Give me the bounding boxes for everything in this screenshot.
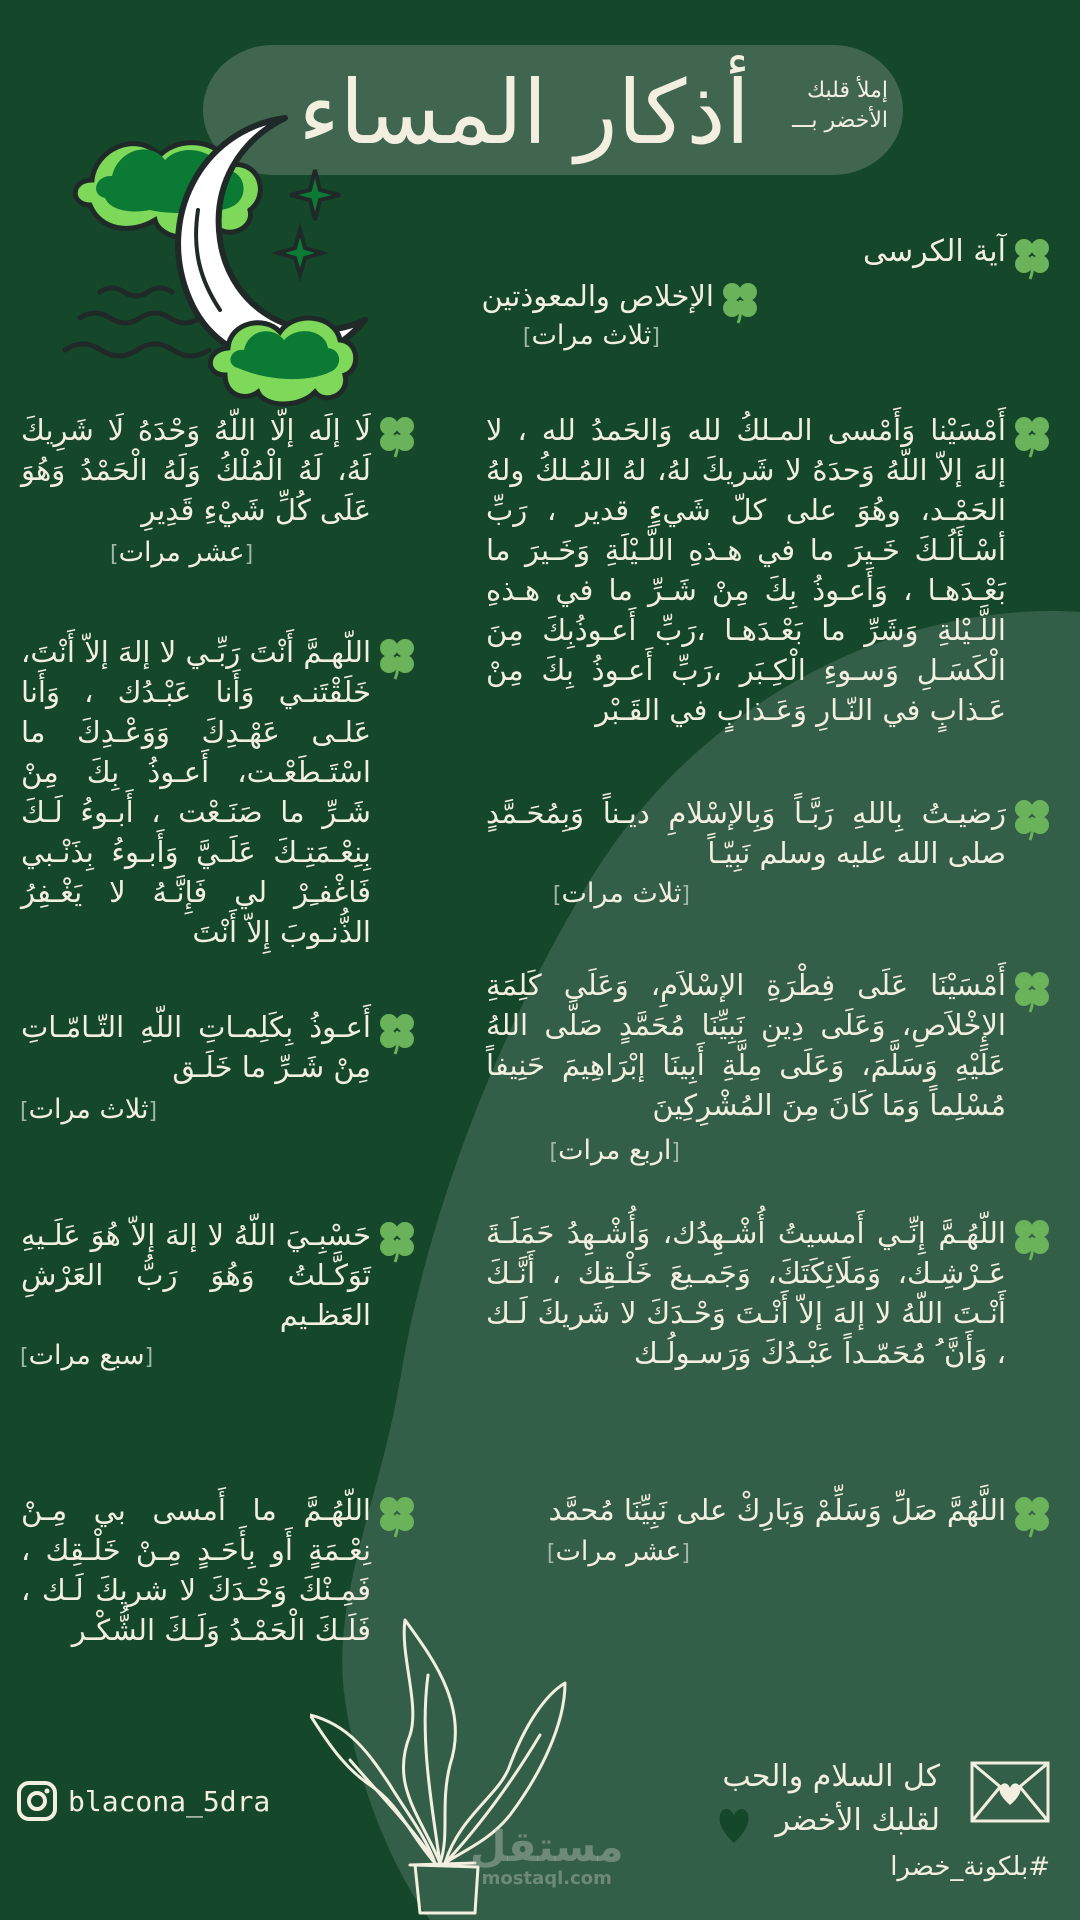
intro-item-ayat-kursi [863,232,1052,280]
page-title: أذكار المساء [298,61,750,164]
clover-icon [377,636,417,680]
item-text: لَا إلَه إلّا اللّهُ وَحْدَهُ لَا شَرِيكَ لَهُ، لَهُ الْمُلْكُ وَلَهُ الْحَمْدُ وَهُوَ عَلَى كُلِّ شَيْءِ قَدِيرِ [21,413,371,527]
repeat-count: [اربع مرات] [549,1135,680,1166]
closing-line-2: لقلبك الأخضر [775,1803,940,1838]
count-text: اربع مرات [558,1135,672,1166]
instagram-handle: blacona_5dra [68,1784,271,1818]
tagline-line-2: الأخضر بـــ [792,108,888,133]
clover-icon [377,1219,417,1263]
hashtag[interactable]: #بلكونة_خضرا [890,1852,1050,1882]
dhikr-left-5 [12,1490,417,1650]
watermark [470,1822,624,1889]
clover-icon [720,280,760,324]
watermark-arabic: مستقل [470,1822,624,1871]
clover-icon [377,1011,417,1055]
dhikr-right-3 [472,965,1052,1125]
instagram-link[interactable] [16,1780,270,1822]
dhikr-left-3 [12,1007,417,1087]
clover-icon [1012,797,1052,841]
item-text: أَعـوذُ بِكَلِمـاتِ اللّهِ التّـامّـاتِ مِنْ شَـرِّ ما خَلَـق [21,1010,371,1084]
repeat-count: [عشر مرات] [546,1536,690,1567]
clover-icon [1012,1217,1052,1261]
clover-icon [377,414,417,458]
item-text: اللَّهُمَّ صَلِّ وَسَلِّمْ وَبَارِكْ على نَبِيِّنَا مُحمَّد [548,1493,1006,1527]
clover-icon [1012,969,1052,1013]
count-text: ثلاث مرات [531,320,652,351]
dhikr-right-5 [472,1490,1052,1538]
dhikr-left-1 [12,410,417,530]
item-text: اللّهـمَّ أَنْتَ رَبِّـي لا إلهَ إلاّ أَنْتَ، خَلَقْتَنـي وَأَنا عَبْـدُك ، وَأَنا عَلـى عَهْـدِكَ وَوَعْـدِكَ ما اسْتَـطَعْـت، أَعـوذُ بِكَ مِنْ شَـرِّ ما صَنَـعْت ، أَبـوءُ لَـكَ بِنِعْـمَتِـكَ عَلَـيَّ وَأَبـوءُ بِذَنْـبي فَاغْفـِرْ لي فَإِنَّـهُ لا يَغْـفِرُ الذُّنـوبَ إِلاّ أَنْتَ [21,635,371,949]
dhikr-right-4 [472,1213,1052,1373]
count-text: سبع مرات [28,1340,145,1371]
heart-icon [718,1805,750,1845]
dhikr-left-4 [12,1215,417,1335]
item-text: آية الكرسى [862,234,1006,269]
watermark-url: mostaql.com [481,1868,612,1889]
repeat-count: [ثلاث مرات] [552,878,690,909]
item-text: اللّهُـمَّ إِنِّـي أَمسيتُ أُشْـهِدُك، وَأُشْـهِدُ حَمَلَـةَ عَـرْشِـك، وَمَلَائِكَتَكَ، وَجَمـيعَ خَلْـقِك ، أَنَّـكَ أَنْـتَ اللّهُ لا إلهَ إلاّ أَنْـتَ وَحْـدَكَ لا شَريكَ لَـك ، وَأَنَّ ُ مُحَمّـداً عَبْـدُكَ وَرَسـولُـك [486,1216,1006,1370]
dhikr-left-2 [12,632,417,952]
clover-icon [1012,236,1052,280]
count-text: ثلاث مرات [28,1094,149,1125]
item-text: حَسْبِـيَ اللّهُ لا إلهَ إلاّ هُوَ عَلَـيهِ تَوَكَّـلتُ وَهُوَ رَبُّ العَرْشِ العَظـيم [21,1218,371,1332]
tagline [792,76,888,136]
repeat-count: [سبع مرات] [20,1340,154,1371]
intro-item-ikhlas [481,276,760,324]
closing-message [722,1755,940,1843]
item-text: اللّهُـمَّ ما أَمسى بي مِـنْ نِعْـمَةٍ أَو بِأَحَـدٍ مِـنْ خَلْـقِك ، فَمِـنْكَ وَحْـدَكَ لا شريكَ لَـك ، فَلَـكَ الْحَمْـدُ وَلَـكَ الشُّكْـر [21,1493,371,1647]
item-text: أَمْسَيْنا وَأَمْسى المـلكُ لله وَالحَمدُ لله ، لا إلهَ إلاّ اللّهُ وَحدَهُ لا شَريكَ لهُ، لهُ المُـلكُ ولهُ الحَمْـد، وهُوَ على كلّ شَيءٍ قدير ، رَبِّ أسْـأَلُـكَ خَـيرَ ما في هـذهِ اللَّـيْلَةِ وَخَـيرَ ما بَعْـدَهـا ، وَأَعـوذُ بِكَ مِنْ شَـرِّ ما في هـذهِ اللَّـيْلةِ وَشَرِّ ما بَعْـدَهـا ،رَبِّ أَعـوذُبِكَ مِنَ الْكَسَـلِ وَسـوءِ الْكِـبَر ،رَبِّ أَعـوذُ بِكَ مِنْ عَـذابٍ في النّـارِ وَعَـذابٍ في القَـبْر [486,413,1006,727]
instagram-icon [16,1780,58,1822]
item-text: رَضيـتُ بِاللهِ رَبَّـاً وَبِالإسْلامِ ديـناً وَبِمُحَـمَّدٍ صلى الله عليه وسلم نَبِيّـاً [486,796,1006,870]
item-text: الإخلاص والمعوذتين [481,279,714,313]
clover-icon [1012,1494,1052,1538]
repeat-count: [عشر مرات] [110,537,254,568]
item-text: أَمْسَيْنَا عَلَى فِطْرَةِ الإسْلاَمِ، وَعَلَى كَلِمَةِ الإِخْلاَصِ، وَعَلَى دِينِ نَبِيِّنَا مُحَمَّدٍ صَلَّى اللهُ عَلَيْهِ وَسَلَّمَ، وَعَلَى مِلَّةِ أَبِينَا إبْرَاهِيمَ حَنِيفاً مُسْلِماً وَمَا كَانَ مِنَ المُشْرِكِينَ [486,968,1006,1122]
envelope-heart-icon [970,1760,1050,1825]
count-text: عشر مرات [555,1536,682,1567]
dhikr-right-2 [472,793,1052,873]
tagline-line-1: إملأ قلبك [807,78,888,103]
count-text: عشر مرات [118,537,245,568]
clover-icon [377,1494,417,1538]
count-text: ثلاث مرات [561,878,682,909]
repeat-count: [ثلاث مرات] [20,1094,158,1125]
clover-icon [1012,414,1052,458]
repeat-count: [ثلاث مرات] [522,320,660,351]
closing-line-1: كل السلام والحب [722,1759,940,1794]
dhikr-right-1 [472,410,1052,730]
